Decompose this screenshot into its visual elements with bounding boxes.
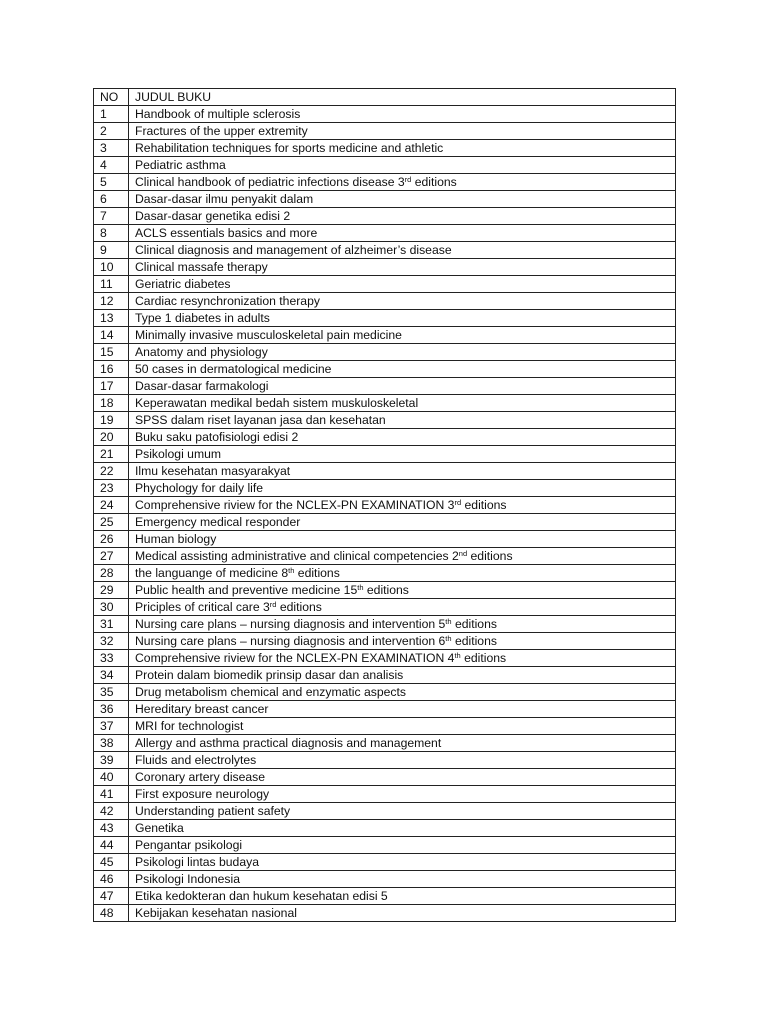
edition-label: editions <box>451 634 497 648</box>
book-title: Drug metabolism chemical and enzymatic aspects <box>129 684 676 701</box>
book-number: 1 <box>94 106 129 123</box>
book-number: 8 <box>94 225 129 242</box>
book-title: Pengantar psikologi <box>129 837 676 854</box>
book-number: 12 <box>94 293 129 310</box>
book-number: 30 <box>94 599 129 616</box>
book-number: 27 <box>94 548 129 565</box>
book-number: 15 <box>94 344 129 361</box>
edition-label: editions <box>411 175 457 189</box>
book-number: 37 <box>94 718 129 735</box>
table-row <box>94 497 676 514</box>
table-row <box>94 871 676 888</box>
table-row <box>94 684 676 701</box>
table-row <box>94 463 676 480</box>
table-row <box>94 667 676 684</box>
book-number: 26 <box>94 531 129 548</box>
book-title: Allergy and asthma practical diagnosis and management <box>129 735 676 752</box>
table-row <box>94 327 676 344</box>
book-number: 34 <box>94 667 129 684</box>
book-title: Psikologi umum <box>129 446 676 463</box>
book-number: 13 <box>94 310 129 327</box>
book-number: 47 <box>94 888 129 905</box>
book-title: Rehabilitation techniques for sports medicine and athletic <box>129 140 676 157</box>
book-title <box>129 650 676 667</box>
book-number: 35 <box>94 684 129 701</box>
book-title: Human biology <box>129 531 676 548</box>
book-number: 43 <box>94 820 129 837</box>
book-title-text: Comprehensive riview for the NCLEX-PN EXAMINATION 3 <box>135 498 455 512</box>
book-title: MRI for technologist <box>129 718 676 735</box>
table-row <box>94 480 676 497</box>
book-number: 9 <box>94 242 129 259</box>
book-number: 7 <box>94 208 129 225</box>
book-title: Buku saku patofisiologi edisi 2 <box>129 429 676 446</box>
book-number: 38 <box>94 735 129 752</box>
book-title: Understanding patient safety <box>129 803 676 820</box>
book-title: Clinical massafe therapy <box>129 259 676 276</box>
book-title: Ilmu kesehatan masyarakyat <box>129 463 676 480</box>
table-row <box>94 344 676 361</box>
book-title: Fluids and electrolytes <box>129 752 676 769</box>
table-row <box>94 548 676 565</box>
table-row <box>94 514 676 531</box>
book-number: 16 <box>94 361 129 378</box>
book-title-text: Priciples of critical care 3 <box>135 600 270 614</box>
table-row <box>94 786 676 803</box>
book-number: 28 <box>94 565 129 582</box>
book-number: 6 <box>94 191 129 208</box>
edition-ordinal-suffix: th <box>288 566 295 575</box>
book-number: 42 <box>94 803 129 820</box>
edition-label: editions <box>294 566 340 580</box>
table-row <box>94 123 676 140</box>
book-title <box>129 616 676 633</box>
book-title-text: Medical assisting administrative and clinical competencies 2 <box>135 549 459 563</box>
book-title <box>129 582 676 599</box>
book-number: 17 <box>94 378 129 395</box>
table-row <box>94 599 676 616</box>
edition-label: editions <box>276 600 322 614</box>
book-title: Hereditary breast cancer <box>129 701 676 718</box>
book-number: 23 <box>94 480 129 497</box>
table-row <box>94 735 676 752</box>
book-title: Geriatric diabetes <box>129 276 676 293</box>
table-row <box>94 174 676 191</box>
book-title-text: Nursing care plans – nursing diagnosis and intervention 6 <box>135 634 446 648</box>
table-row <box>94 242 676 259</box>
book-title: Genetika <box>129 820 676 837</box>
book-title: ACLS essentials basics and more <box>129 225 676 242</box>
edition-ordinal-suffix: rd <box>454 498 462 507</box>
book-number: 21 <box>94 446 129 463</box>
book-number: 18 <box>94 395 129 412</box>
book-title: Emergency medical responder <box>129 514 676 531</box>
table-row <box>94 752 676 769</box>
book-title <box>129 497 676 514</box>
book-title: Phychology for daily life <box>129 480 676 497</box>
table-row <box>94 412 676 429</box>
book-number: 41 <box>94 786 129 803</box>
book-number: 10 <box>94 259 129 276</box>
book-number: 29 <box>94 582 129 599</box>
table-body <box>94 89 676 922</box>
table-row <box>94 650 676 667</box>
book-number: 32 <box>94 633 129 650</box>
book-number: 20 <box>94 429 129 446</box>
book-title: Dasar-dasar farmakologi <box>129 378 676 395</box>
book-title: Keperawatan medikal bedah sistem muskuloskeletal <box>129 395 676 412</box>
book-title: Anatomy and physiology <box>129 344 676 361</box>
book-title: Pediatric asthma <box>129 157 676 174</box>
book-title: Psikologi lintas budaya <box>129 854 676 871</box>
table-row <box>94 293 676 310</box>
book-number: 11 <box>94 276 129 293</box>
book-number: 19 <box>94 412 129 429</box>
table-row <box>94 310 676 327</box>
book-number: 24 <box>94 497 129 514</box>
edition-label: editions <box>363 583 409 597</box>
table-row <box>94 905 676 922</box>
book-title: Protein dalam biomedik prinsip dasar dan analisis <box>129 667 676 684</box>
book-title: Dasar-dasar genetika edisi 2 <box>129 208 676 225</box>
table-row <box>94 395 676 412</box>
book-title: Coronary artery disease <box>129 769 676 786</box>
book-number: 44 <box>94 837 129 854</box>
book-number: 48 <box>94 905 129 922</box>
table-row <box>94 820 676 837</box>
book-list-table <box>93 88 676 922</box>
book-number: 45 <box>94 854 129 871</box>
table-row <box>94 378 676 395</box>
edition-label: editions <box>451 617 497 631</box>
edition-ordinal-suffix: th <box>445 634 452 643</box>
edition-ordinal-suffix: th <box>454 651 461 660</box>
book-title: Cardiac resynchronization therapy <box>129 293 676 310</box>
table-row <box>94 582 676 599</box>
table-row <box>94 140 676 157</box>
book-title: Dasar-dasar ilmu penyakit dalam <box>129 191 676 208</box>
edition-label: editions <box>461 498 507 512</box>
table-row <box>94 769 676 786</box>
book-number: 2 <box>94 123 129 140</box>
edition-label: editions <box>460 651 507 665</box>
table-row <box>94 837 676 854</box>
edition-ordinal-suffix: rd <box>404 175 412 184</box>
book-number: 3 <box>94 140 129 157</box>
book-title: 50 cases in dermatological medicine <box>129 361 676 378</box>
table-row <box>94 361 676 378</box>
table-row <box>94 191 676 208</box>
table-row <box>94 157 676 174</box>
book-number: 5 <box>94 174 129 191</box>
book-title: Fractures of the upper extremity <box>129 123 676 140</box>
table-row <box>94 259 676 276</box>
book-title-text: Public health and preventive medicine 15 <box>135 583 358 597</box>
table-header-row <box>94 89 676 106</box>
table-row <box>94 616 676 633</box>
table-row <box>94 633 676 650</box>
book-title: SPSS dalam riset layanan jasa dan kesehatan <box>129 412 676 429</box>
edition-ordinal-suffix: nd <box>458 549 468 558</box>
table-row <box>94 225 676 242</box>
table-row <box>94 531 676 548</box>
table-row <box>94 718 676 735</box>
header-title: JUDUL BUKU <box>129 89 676 106</box>
book-title: Psikologi Indonesia <box>129 871 676 888</box>
table-row <box>94 803 676 820</box>
header-no: NO <box>94 89 129 106</box>
edition-ordinal-suffix: th <box>445 617 452 626</box>
edition-label: editions <box>467 549 513 563</box>
table-row <box>94 429 676 446</box>
table-row <box>94 888 676 905</box>
book-title: Minimally invasive musculoskeletal pain medicine <box>129 327 676 344</box>
book-title <box>129 565 676 582</box>
book-title: Type 1 diabetes in adults <box>129 310 676 327</box>
table-row <box>94 701 676 718</box>
book-number: 46 <box>94 871 129 888</box>
book-number: 25 <box>94 514 129 531</box>
book-title: First exposure neurology <box>129 786 676 803</box>
edition-ordinal-suffix: th <box>357 583 364 592</box>
book-title <box>129 599 676 616</box>
edition-ordinal-suffix: rd <box>269 600 277 609</box>
book-title-text: Clinical handbook of pediatric infections disease 3 <box>135 175 405 189</box>
table-row <box>94 446 676 463</box>
book-title-text: Nursing care plans – nursing diagnosis and intervention 5 <box>135 617 446 631</box>
book-title-text: the languange of medicine 8 <box>135 566 289 580</box>
table-row <box>94 854 676 871</box>
book-title: Clinical diagnosis and management of alzheimer’s disease <box>129 242 676 259</box>
book-number: 39 <box>94 752 129 769</box>
book-title-text: Comprehensive riview for the NCLEX-PN EXAMINATION 4 <box>135 651 455 665</box>
book-number: 22 <box>94 463 129 480</box>
book-number: 31 <box>94 616 129 633</box>
book-title <box>129 174 676 191</box>
table-row <box>94 276 676 293</box>
book-number: 36 <box>94 701 129 718</box>
table-row <box>94 208 676 225</box>
book-title: Kebijakan kesehatan nasional <box>129 905 676 922</box>
book-number: 33 <box>94 650 129 667</box>
book-title: Etika kedokteran dan hukum kesehatan edisi 5 <box>129 888 676 905</box>
book-title <box>129 548 676 565</box>
book-number: 4 <box>94 157 129 174</box>
table-row <box>94 565 676 582</box>
book-number: 14 <box>94 327 129 344</box>
table-row <box>94 106 676 123</box>
book-title <box>129 633 676 650</box>
book-number: 40 <box>94 769 129 786</box>
book-title: Handbook of multiple sclerosis <box>129 106 676 123</box>
